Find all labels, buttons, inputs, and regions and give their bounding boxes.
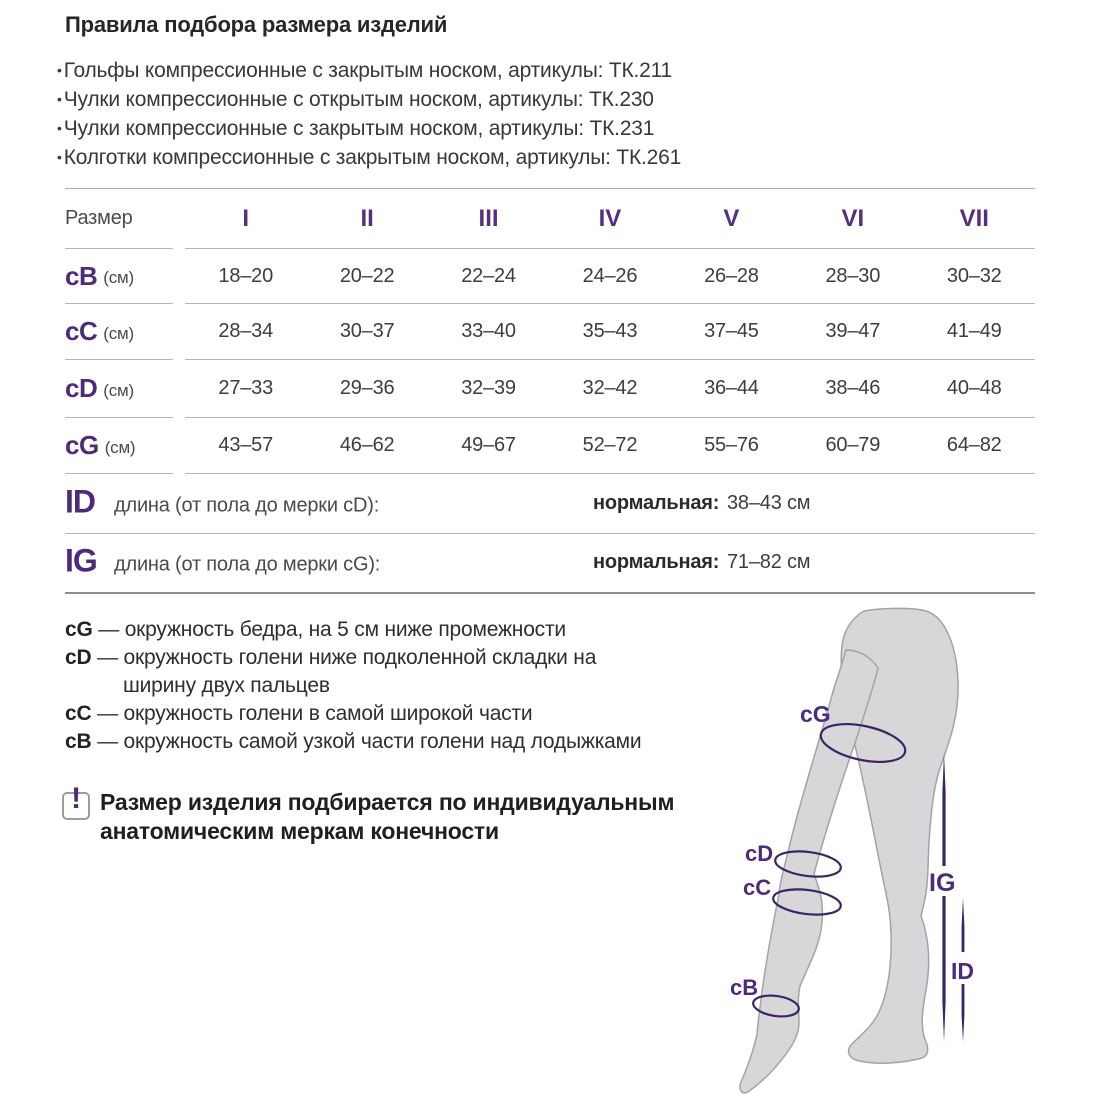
table-row (65, 418, 1035, 474)
measure-unit: (см) (103, 268, 134, 287)
measure-unit: (см) (104, 437, 136, 457)
size-header-label-cell (65, 189, 173, 249)
measure-rows (65, 249, 1035, 474)
table-cell: 64–82 (946, 434, 1002, 456)
table-cell: 29–36 (339, 377, 395, 399)
table-cell: 46–62 (339, 434, 395, 456)
table-cell: 32–39 (461, 377, 516, 399)
table-cell: 38–46 (825, 377, 881, 399)
table-cell: 41–49 (946, 320, 1002, 342)
table-cell: 49–67 (461, 434, 516, 456)
id-code: ID (65, 482, 95, 519)
measure-code: cC (65, 316, 98, 346)
table-cell: 36–44 (704, 377, 759, 399)
size-header-label: Размер (65, 207, 133, 229)
column-gap (173, 189, 185, 249)
measure-code: cD (65, 373, 98, 403)
cc-label: cC (743, 875, 772, 900)
row-values (185, 249, 1035, 304)
ig-description: длина (от пола до мерки cG): (114, 553, 381, 576)
row-values (185, 360, 1035, 418)
row-label-cell (65, 304, 173, 360)
product-item (57, 56, 877, 85)
table-cell: 60–79 (825, 434, 881, 456)
measure-code: cG (65, 430, 99, 460)
table-cell: 32–42 (582, 377, 638, 399)
legend-text: окружность голени в самой широкой части (123, 702, 533, 725)
table-cell: 30–32 (946, 264, 1002, 287)
ig-label: IG (929, 869, 956, 897)
table-cell: 39–47 (825, 320, 881, 342)
product-item (57, 85, 877, 114)
measure-unit: (см) (103, 380, 134, 400)
measure-code: cB (65, 260, 98, 291)
legend-item: cB — окружность самой узкой части голени над лодыжками (65, 730, 642, 753)
exclamation-glyph: ! (71, 782, 81, 815)
table-cell: 33–40 (461, 320, 516, 342)
row-label-cell (65, 418, 173, 474)
size-header-cells (185, 189, 1035, 249)
page-title: Правила подбора размера изделий (65, 12, 448, 37)
id-norm-label: нормальная: (593, 491, 720, 514)
bullet-marker: • (57, 62, 62, 78)
table-cell: 37–45 (704, 320, 759, 342)
legend-item: cG — окружность бедра, на 5 см ниже промежности (65, 618, 566, 641)
legend-text: окружность самой узкой части голени над лодыжками (123, 730, 642, 753)
bullet-marker: • (57, 149, 62, 165)
column-gap (173, 360, 185, 418)
size-column-header: I (242, 204, 250, 232)
id-norm-value: 38–43 см (727, 491, 811, 514)
product-text: Чулки компрессионные с закрытым носком, артикулы: ТК.231 (63, 117, 655, 140)
size-column-header: VII (959, 204, 989, 232)
size-column-header: IV (598, 204, 622, 232)
product-item (57, 114, 877, 143)
id-label: ID (951, 958, 974, 984)
ig-norm-value: 71–82 см (727, 551, 811, 574)
legend-code: cD (65, 646, 92, 669)
id-measure-line-top (962, 898, 965, 952)
length-row-ig (65, 534, 1035, 594)
legend-text: окружность голени ниже подколенной складки на ширину двух пальцев (123, 646, 597, 697)
table-cell: 52–72 (582, 434, 638, 456)
legend-item: cD — окружность голени ниже подколенной складки на ширину двух пальцев (65, 646, 597, 697)
table-cell: 27–33 (218, 377, 274, 399)
row-label-cell (65, 249, 173, 304)
product-text: Чулки компрессионные с открытым носком, артикулы: ТК.230 (63, 88, 654, 111)
product-item (57, 143, 877, 172)
table-cell: 24–26 (582, 264, 638, 287)
ig-norm-label: нормальная: (593, 551, 720, 574)
cg-label: cG (800, 701, 831, 727)
size-column-header: III (478, 204, 499, 232)
legend-code: cG (65, 618, 93, 641)
bullet-marker: • (57, 120, 62, 136)
table-cell: 18–20 (218, 264, 274, 287)
row-values (185, 304, 1035, 360)
id-measure-line-bottom (962, 984, 965, 1042)
legs-illustration (688, 595, 1080, 1100)
length-row-id (65, 474, 1035, 534)
size-column-header: II (360, 204, 374, 232)
table-cell: 55–76 (704, 434, 759, 456)
exclamation-icon (62, 782, 90, 820)
note-text: Размер изделия подбирается по индивидуальным анатомическим меркам конечности (100, 789, 675, 844)
id-description: длина (от пола до мерки cD): (114, 493, 380, 516)
table-cell: 30–37 (339, 320, 395, 342)
cd-label: cD (745, 841, 774, 866)
legend-list (65, 616, 650, 756)
product-text: Колготки компрессионные с закрытым носком, артикулы: ТК.261 (63, 146, 682, 169)
bullet-marker: • (57, 91, 62, 107)
legend-item: cC — окружность голени в самой широкой части (65, 702, 533, 725)
row-values (185, 418, 1035, 474)
table-row (65, 360, 1035, 418)
legend-code: cB (65, 730, 92, 753)
table-cell: 26–28 (704, 264, 759, 287)
column-gap (173, 304, 185, 360)
table-cell: 35–43 (582, 320, 638, 342)
table-cell: 28–30 (825, 264, 881, 287)
column-gap (173, 418, 185, 474)
size-column-header: VI (841, 204, 865, 232)
table-cell: 20–22 (339, 264, 395, 287)
cb-label: cB (730, 975, 759, 1000)
product-list (57, 56, 877, 172)
table-cell: 40–48 (946, 377, 1002, 399)
table-row (65, 249, 1035, 304)
ig-measure-line-bottom (942, 896, 945, 1042)
table-cell: 22–24 (461, 264, 516, 287)
row-label-cell (65, 360, 173, 418)
table-row (65, 304, 1035, 360)
legend-code: cC (65, 702, 92, 725)
size-table (65, 188, 1035, 594)
legend-text: окружность бедра, на 5 см ниже промежности (124, 618, 566, 641)
table-cell: 43–57 (218, 434, 274, 456)
size-table-header-row (65, 189, 1035, 249)
ig-measure-line-top (942, 753, 945, 866)
column-gap (173, 249, 185, 304)
size-column-header: V (723, 204, 740, 232)
table-cell: 28–34 (218, 320, 274, 342)
size-note (62, 782, 702, 846)
measure-unit: (см) (103, 323, 134, 343)
ig-code: IG (65, 542, 97, 579)
product-text: Гольфы компрессионные с закрытым носком, артикулы: ТК.211 (63, 59, 673, 82)
